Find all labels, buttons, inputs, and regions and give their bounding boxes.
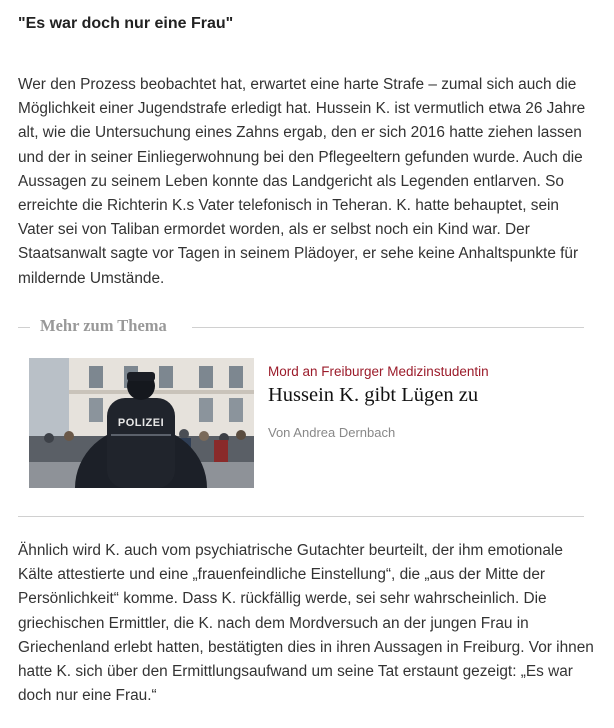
police-text: POLIZEI	[117, 417, 165, 429]
related-article-teaser[interactable]	[29, 358, 589, 490]
teaser-byline: Von Andrea Dernbach	[268, 425, 396, 440]
header-rule-left	[18, 327, 30, 328]
section-divider	[18, 516, 584, 517]
related-section-label: Mehr zum Thema	[40, 316, 167, 335]
section-heading: "Es war doch nur eine Frau"	[18, 15, 234, 32]
teaser-image[interactable]	[29, 358, 254, 488]
article-paragraph-1: Wer den Prozess beobachtet hat, erwartet eine harte Strafe – zumal sich auch die Möglichkeit einer Jugendstrafe erledigt hat. Hussein K. ist vermutlich etwa 26 Jahre alt, wie die Untersuchung eines Zahns ergab, den er sich 2016 hatte ziehen lassen und der in seiner Einliegerwohnung bei den Pflegeeltern gefunden wurde. Auch die Aussagen zu seinem Leben konnte das Landgericht als Legenden entlarven. So erreichte die Richterin K.s Vater telefonisch in Teheran. K. hatte behauptet, sein Vater sei von Taliban ermordet worden, als er selbst noch ein Kind war. Der Staatsanwalt sagte vor Tagen in seinem Plädoyer, er sehe keine Anhaltspunkte für mildernde Umstände.	[18, 76, 586, 287]
header-rule-right	[192, 327, 584, 328]
article-paragraph-2: Ähnlich wird K. auch vom psychiatrische Gutachter beurteilt, der ihm emotionale Kälte attestierte und eine „frauenfeindliche Einstellung“, die „aus der Mitte der Persönlichkeit“ komme. Dass K. rückfällig werde, sei sehr wahrscheinlich. Die griechischen Ermittler, die K. nach dem Mordversuch an der jungen Frau in Griechenland erlebt hatten, bestätigten dies in ihren Aussagen in Freiburg. Vor ihnen hatte K. sich über den Ermittlungsaufwand um seine Tat erstaunt gezeigt: „Es war doch nur eine Frau.“	[18, 542, 594, 705]
related-section-header	[18, 316, 584, 338]
police-officer-photo	[29, 358, 254, 488]
teaser-kicker[interactable]: Mord an Freiburger Medizinstudentin	[268, 364, 489, 379]
teaser-title[interactable]: Hussein K. gibt Lügen zu	[268, 384, 479, 406]
